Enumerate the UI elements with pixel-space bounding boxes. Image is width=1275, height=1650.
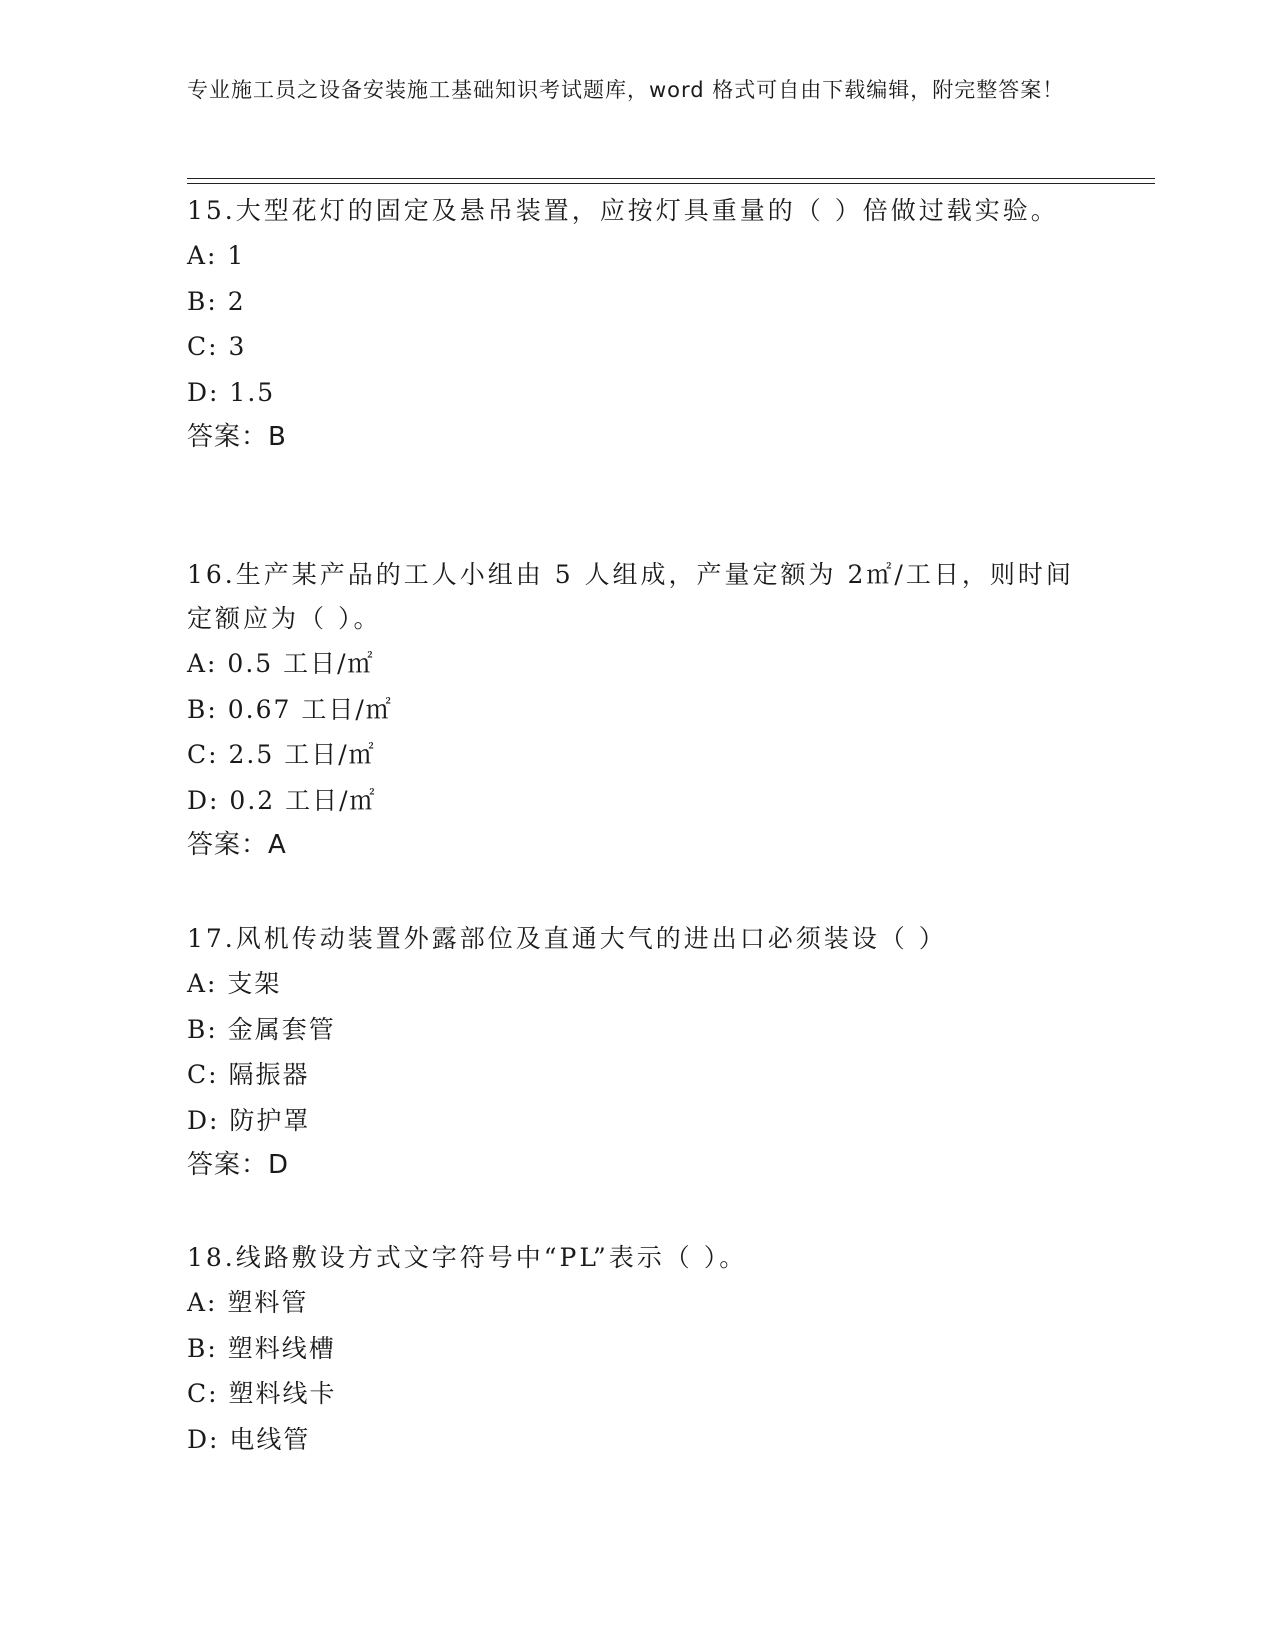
option-a: A: 0.5 工日/㎡ xyxy=(187,649,375,678)
option-b: B: 2 xyxy=(187,286,246,316)
option-b: B: 塑料线槽 xyxy=(187,1333,336,1363)
answer: 答案：A xyxy=(187,830,287,860)
question-stem: 15.大型花灯的固定及悬吊装置，应按灯具重量的（ ）倍做过载实验。 xyxy=(187,196,1059,225)
option-c: C: 3 xyxy=(187,332,247,361)
document-header: 专业施工员之设备安装施工基础知识考试题库，word 格式可自由下载编辑，附完整答案！ xyxy=(187,78,1065,102)
option-a: A: 1 xyxy=(187,241,246,270)
option-a: A: 支架 xyxy=(187,969,282,998)
option-c: C: 隔振器 xyxy=(187,1060,310,1089)
question-15 xyxy=(187,189,1087,460)
option-d: D: 电线管 xyxy=(187,1424,311,1454)
answer: 答案：D xyxy=(187,1150,290,1180)
question-18 xyxy=(187,1236,1087,1462)
option-a: A: 塑料管 xyxy=(187,1288,309,1317)
option-b: B: 金属套管 xyxy=(187,1014,336,1044)
question-16 xyxy=(187,553,1087,868)
answer: 答案：B xyxy=(187,422,287,452)
question-stem: 17.风机传动装置外露部位及直通大气的进出口必须装设（ ） xyxy=(187,924,947,953)
option-d: D: 0.2 工日/㎡ xyxy=(187,785,377,815)
option-c: C: 塑料线卡 xyxy=(187,1379,337,1408)
question-stem: 18.线路敷设方式文字符号中“PL”表示（ ）。 xyxy=(187,1243,748,1272)
header-divider-top xyxy=(187,178,1155,179)
option-c: C: 2.5 工日/㎡ xyxy=(187,740,376,769)
question-stem: 16.生产某产品的工人小组由 5 人组成，产量定额为 2㎡/工日，则时间定额应为（ ）。 xyxy=(187,560,1074,633)
header-divider-bottom xyxy=(187,183,1155,184)
option-b: B: 0.67 工日/㎡ xyxy=(187,694,393,724)
option-d: D: 1.5 xyxy=(187,377,276,407)
option-d: D: 防护罩 xyxy=(187,1105,311,1135)
question-17 xyxy=(187,917,1087,1188)
